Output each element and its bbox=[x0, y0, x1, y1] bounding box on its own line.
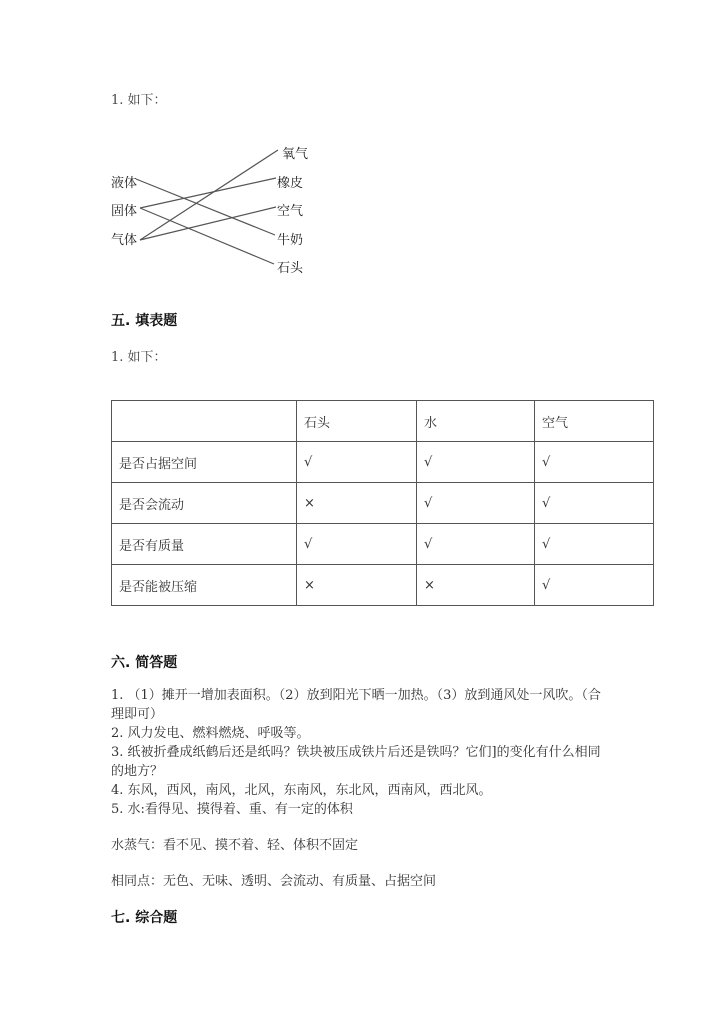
table-cell: √ bbox=[535, 483, 654, 524]
table-cell: √ bbox=[535, 565, 654, 606]
table-cell: √ bbox=[417, 524, 535, 565]
right-item: 氧气 bbox=[282, 147, 309, 162]
section-title: 六. 简答题 bbox=[111, 655, 178, 671]
row-label: 是否会流动 bbox=[112, 483, 297, 524]
table-cell: √ bbox=[417, 442, 535, 483]
table-cell: √ bbox=[535, 442, 654, 483]
answer-extra-line: 水蒸气：看不见、摸不着、轻、体积不固定 bbox=[111, 838, 359, 853]
item-label: 1. 如下： bbox=[111, 93, 167, 108]
table-header-cell bbox=[112, 401, 297, 442]
table-row bbox=[112, 524, 654, 565]
right-item: 橡皮 bbox=[277, 176, 304, 191]
item-label: 1. 如下： bbox=[111, 350, 167, 365]
answer-item: 3. 纸被折叠成纸鹤后还是纸吗？铁块被压成铁片后还是铁吗？它们]的变化有什么相同的地方？ bbox=[111, 745, 601, 779]
table-cell: × bbox=[417, 565, 535, 606]
left-item: 气体 bbox=[111, 233, 138, 248]
table-header-cell: 空气 bbox=[535, 401, 654, 442]
table-header-cell: 水 bbox=[417, 401, 535, 442]
right-item: 石头 bbox=[277, 261, 304, 276]
table-row bbox=[112, 565, 654, 606]
table-row bbox=[112, 483, 654, 524]
answer-item: 2. 风力发电、燃料燃烧、呼吸等。 bbox=[111, 726, 310, 741]
matching-diagram bbox=[100, 130, 340, 280]
answer-item: 4. 东风，西风，南风，北风，东南风，东北风，西南风，西北风。 bbox=[111, 783, 492, 798]
answer-item: 1. （1）摊开一增加表面积。（2）放到阳光下晒一加热。（3）放到通风处一风吹。（合理即可） bbox=[111, 688, 601, 722]
row-label: 是否占据空间 bbox=[112, 442, 297, 483]
properties-table bbox=[111, 400, 654, 606]
section-title: 五. 填表题 bbox=[111, 313, 178, 329]
right-item: 空气 bbox=[277, 204, 304, 219]
table-cell: √ bbox=[535, 524, 654, 565]
table-row bbox=[112, 442, 654, 483]
table-header-cell: 石头 bbox=[297, 401, 417, 442]
answer-item: 5. 水:看得见、摸得着、重、有一定的体积 bbox=[111, 802, 353, 817]
row-label: 是否有质量 bbox=[112, 524, 297, 565]
table-header-row bbox=[112, 401, 654, 442]
section-title: 七. 综合题 bbox=[111, 910, 178, 926]
table-cell: √ bbox=[297, 524, 417, 565]
table-cell: × bbox=[297, 565, 417, 606]
left-item: 液体 bbox=[111, 176, 138, 191]
table-cell: √ bbox=[297, 442, 417, 483]
table-cell: × bbox=[297, 483, 417, 524]
table-cell: √ bbox=[417, 483, 535, 524]
row-label: 是否能被压缩 bbox=[112, 565, 297, 606]
right-item: 牛奶 bbox=[277, 233, 304, 248]
left-item: 固体 bbox=[111, 204, 138, 219]
answer-list bbox=[111, 686, 606, 819]
answer-extra-line: 相同点：无色、无味、透明、会流动、有质量、占据空间 bbox=[111, 874, 437, 889]
